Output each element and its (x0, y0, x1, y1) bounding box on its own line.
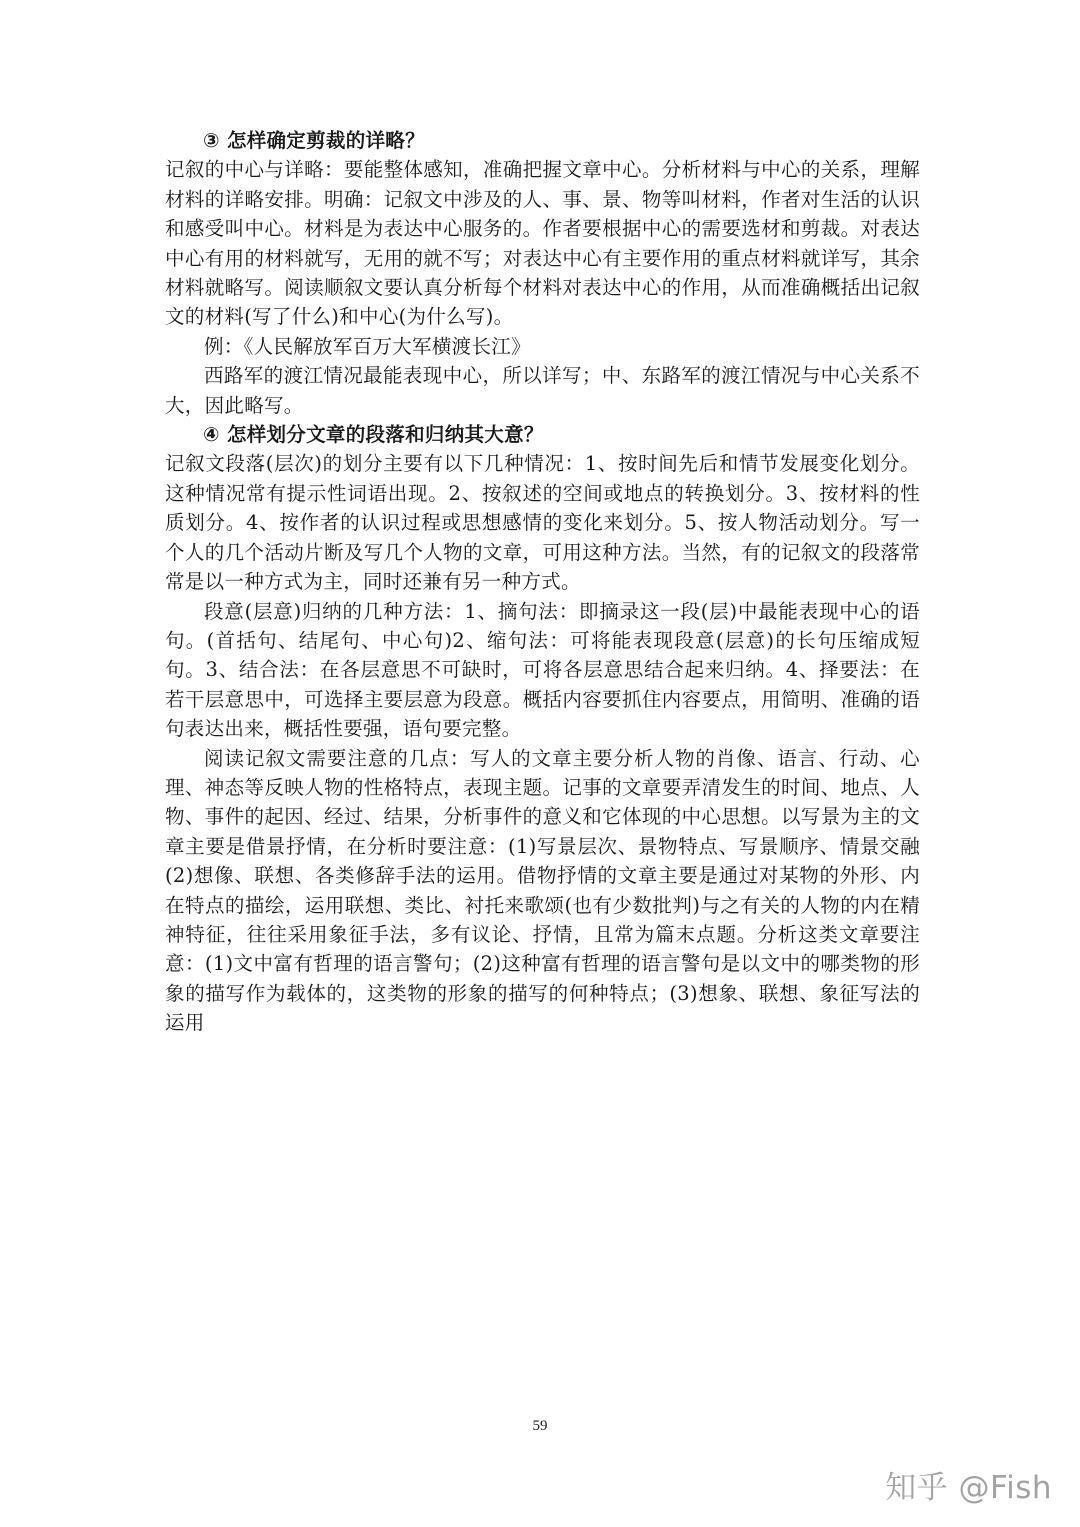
paragraph-summary-methods: 段意(层意)归纳的几种方法：1、摘句法：即摘录这一段(层)中最能表现中心的语句。(首括句、结尾句、中心句)2、缩句法：可将能表现段意(层意)的长句压缩成短句。3、结合法：在各层意思不可缺时，可将各层意思结合起来归纳。4、择要法：在若干层意思中，可选择主要层意为段意。概括内容要抓住内容要点，用简明、准确的语句表达出来，概括性要强，语句要完整。 (165, 599, 920, 741)
watermark: 知乎 @Fish (885, 1470, 1052, 1506)
paragraph-division-methods: 记叙文段落(层次)的划分主要有以下几种情况：1、按时间先后和情节发展变化划分。这种情况常有提示性词语出现。2、按叙述的空间或地点的转换划分。3、按材料的性质划分。4、按作者的认识过程或思想感情的变化来划分。5、按人物活动划分。写一个人的几个活动片断及写几个人物的文章，可用这种方法。当然，有的记叙文的段落常常是以一种方式为主，同时还兼有另一种方式。 (165, 452, 920, 594)
paragraph-example-explanation: 西路军的渡江情况最能表现中心，所以详写；中、东路军的渡江情况与中心关系不大，因此略写。 (165, 364, 920, 417)
paragraph-example-title: 例：《人民解放军百万大军横渡长江》 (204, 334, 531, 358)
section-heading-4: ④ 怎样划分文章的段落和归纳其大意？ (203, 423, 544, 447)
page-number: 59 (532, 1418, 548, 1434)
section-heading-3: ③ 怎样确定剪裁的详略？ (203, 129, 425, 152)
paragraph-reading-notes: 阅读记叙文需要注意的几点：写人的文章主要分析人物的肖像、语言、行动、心理、神态等反映人物的性格特点，表现主题。记事的文章要弄清发生的时间、地点、人物、事件的起因、经过、结果，分析事件的意义和它体现的中心思想。以写景为主的文章主要是借景抒情，在分析时要注意：(1)写景层次、景物特点、写景顺序、情景交融(2)想像、联想、各类修辞手法的运用。借物抒情的文章主要是通过对某物的外形、内在特点的描绘，运用联想、类比、衬托来歌颂(也有少数批判)与之有关的人物的内在精神特征，往往采用象征手法，多有议论、抒情，且常为篇末点题。分析这类文章要注意：(1)文中富有哲理的语言警句；(2)这种富有哲理的语言警句是以文中的哪类物的形象的描写作为载体的，这类物的形象的描写的何种特点；(3)想象、联想、象征写法的运用 (165, 746, 920, 1035)
document-body (165, 126, 920, 1038)
paragraph-center-and-detail: 记叙的中心与详略：要能整体感知，准确把握文章中心。分析材料与中心的关系，理解材料的详略安排。明确：记叙文中涉及的人、事、景、物等叫材料，作者对生活的认识和感受叫中心。材料是为表达中心服务的。作者要根据中心的需要选材和剪裁。对表达中心有用的材料就写，无用的就不写；对表达中心有主要作用的重点材料就详写，其余材料就略写。阅读顺叙文要认真分析每个材料对表达中心的作用，从而准确概括出记叙文的材料(写了什么)和中心(为什么写)。 (165, 158, 920, 329)
